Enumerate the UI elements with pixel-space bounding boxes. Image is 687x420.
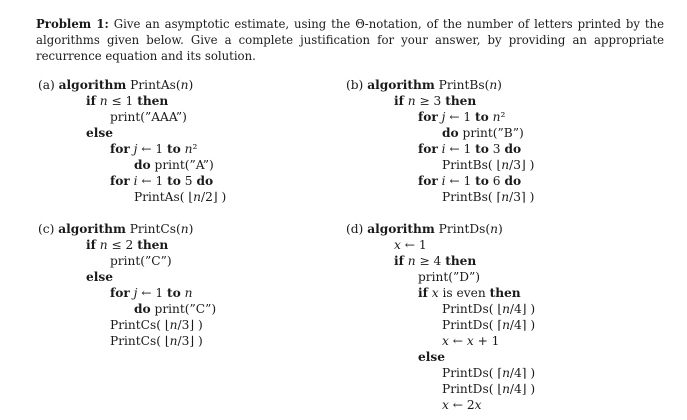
problem-heading: Problem 1: <box>36 17 109 31</box>
algo-b-line-2: if 𝑛 ≥ 3 then <box>394 94 477 108</box>
problem-text: Give an asymptotic estimate, using the Θ-notation, of the number of letters printed by the algorithms given below. Give a complete justification for your answer, by providing an appropriate recurrence equation and its solution. <box>36 17 665 63</box>
algo-a-line-6: do print(”A”) <box>134 158 214 172</box>
algo-c-line-4: else <box>86 270 113 284</box>
algo-c-line-2: if 𝑛 ≤ 2 then <box>86 238 169 252</box>
algo-b-line-3: for 𝑗 ← 1 to 𝑛² <box>418 110 506 124</box>
algo-c-line-1: (c) algorithm PrintCs(𝑛) <box>38 222 194 236</box>
algo-a-line-4: else <box>86 126 113 140</box>
algo-d-line-6: PrintDs( ⌊𝑛/4⌋ ) <box>442 302 536 316</box>
algo-d-line-2: 𝑥 ← 1 <box>394 238 427 252</box>
algo-c-line-6: do print(”C”) <box>134 302 217 316</box>
algo-a-line-8: PrintAs( ⌊𝑛/2⌋ ) <box>134 190 227 204</box>
algo-b-line-6: PrintBs( ⌊𝑛/3⌋ ) <box>442 158 535 172</box>
algo-a-line-3: print(”AAA”) <box>110 110 187 124</box>
algo-b-line-1: (b) algorithm PrintBs(𝑛) <box>346 78 502 92</box>
algo-b-line-4: do print(”B”) <box>442 126 524 140</box>
algo-d-line-9: else <box>418 350 445 364</box>
algo-d-line-10: PrintDs( ⌈𝑛/4⌉ ) <box>442 366 536 380</box>
algo-c-line-7: PrintCs( ⌊𝑛/3⌋ ) <box>110 318 203 332</box>
algo-d-line-5: if 𝑥 is even then <box>418 286 521 300</box>
algo-d-line-4: print(”D”) <box>418 270 481 284</box>
algo-b-line-8: PrintBs( ⌈𝑛/3⌉ ) <box>442 190 535 204</box>
algo-c-line-3: print(”C”) <box>110 254 172 268</box>
algo-b-label: (b) <box>346 78 364 92</box>
algo-a-line-1: (a) algorithm PrintAs(𝑛) <box>38 78 194 92</box>
algo-c-line-5: for 𝑗 ← 1 to 𝑛 <box>110 286 193 300</box>
algo-d-line-8: 𝑥 ← 𝑥 + 1 <box>442 334 500 348</box>
algo-d-label: (d) <box>346 222 364 236</box>
algo-d-line-11: PrintDs( ⌊𝑛/4⌋ ) <box>442 382 536 396</box>
algo-d-line-7: PrintDs( ⌈𝑛/4⌉ ) <box>442 318 536 332</box>
algo-b-line-5: for 𝑖 ← 1 to 3 do <box>418 142 522 156</box>
algo-b-line-7: for 𝑖 ← 1 to 6 do <box>418 174 522 188</box>
algo-a-label: (a) <box>38 78 55 92</box>
algo-d-line-1: (d) algorithm PrintDs(𝑛) <box>346 222 503 236</box>
algo-d-line-3: if 𝑛 ≥ 4 then <box>394 254 477 268</box>
algo-a-line-7: for 𝑖 ← 1 to 5 do <box>110 174 214 188</box>
algo-a-line-2: if 𝑛 ≤ 1 then <box>86 94 169 108</box>
algo-c-label: (c) <box>38 222 55 236</box>
algo-c-line-8: PrintCs( ⌊𝑛/3⌋ ) <box>110 334 203 348</box>
algo-d-line-12: 𝑥 ← 2𝑥 <box>442 398 482 412</box>
problem-statement <box>36 16 664 64</box>
algo-a-line-5: for 𝑗 ← 1 to 𝑛² <box>110 142 198 156</box>
